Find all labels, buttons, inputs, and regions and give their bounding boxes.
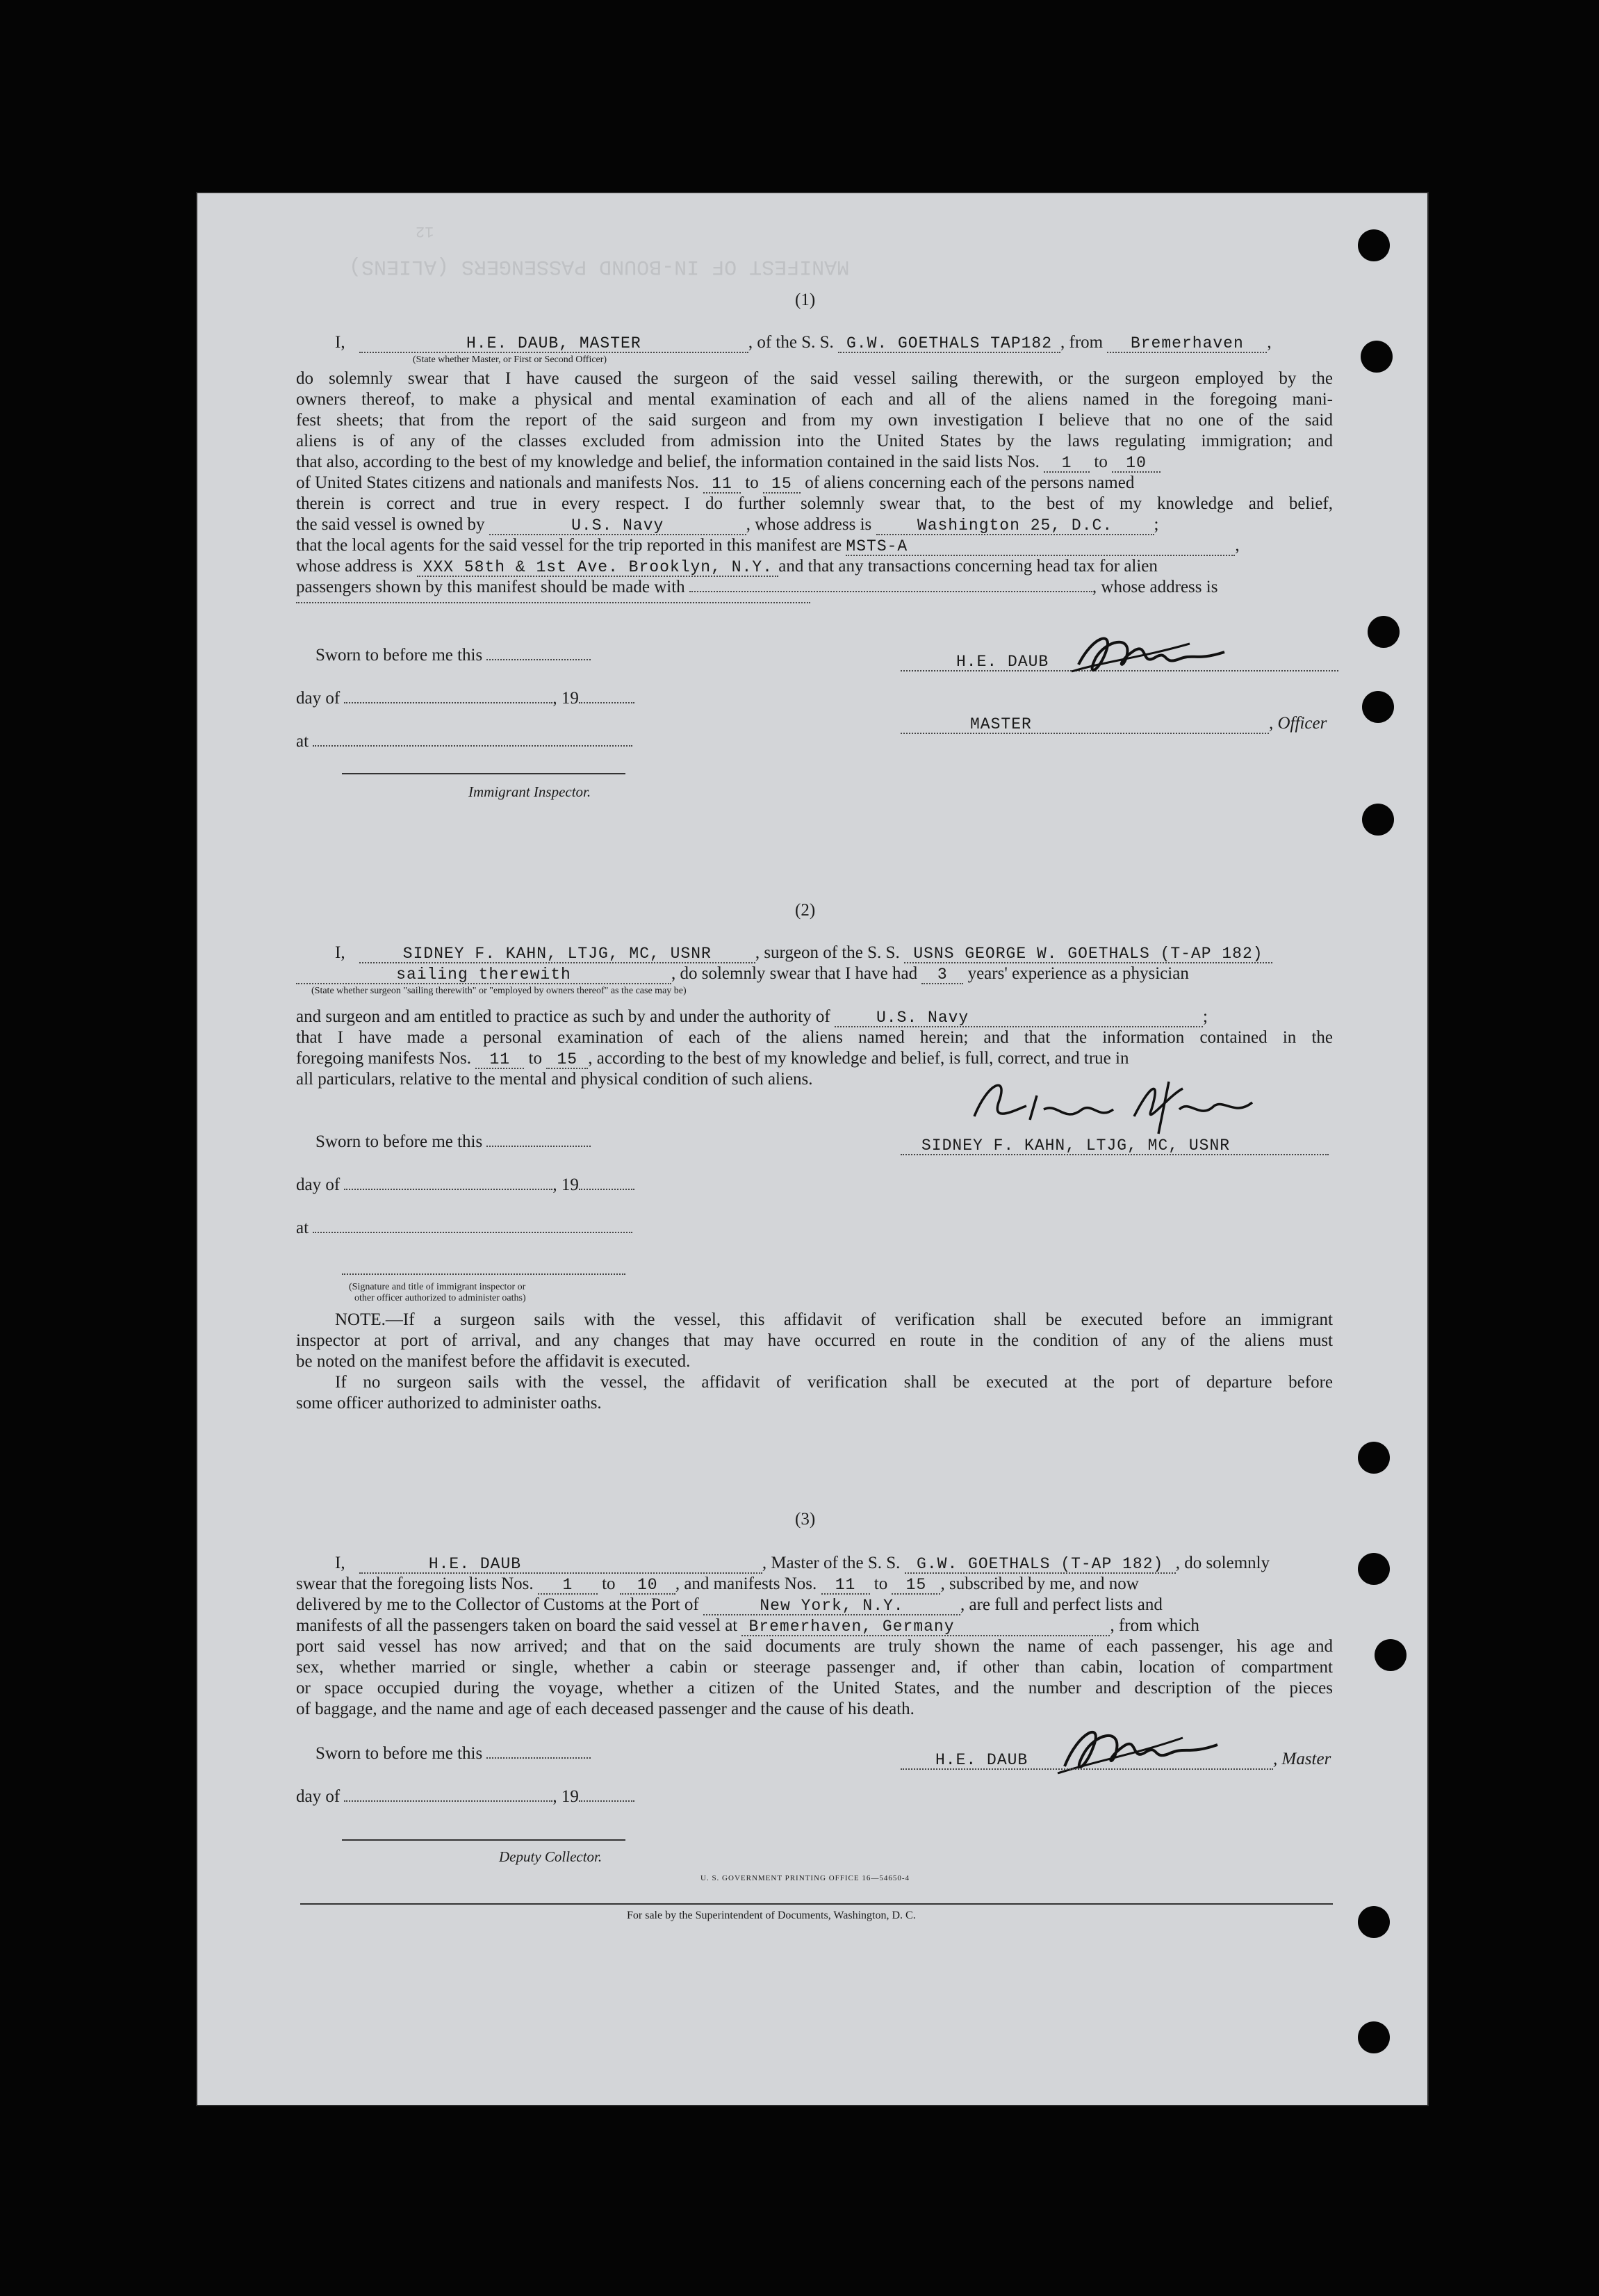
deputy-signature-line [342, 1839, 625, 1841]
sec3-master-field: H.E. DAUB [359, 1556, 762, 1574]
sec3-sworn: Sworn to before me this [315, 1743, 591, 1764]
punch-hole [1368, 616, 1400, 648]
sec3-lists-to: 10 [620, 1577, 675, 1595]
sec1-body-8: the said vessel is owned by U.S. Navy , whose address is Washington 25, D.C. ; [296, 515, 1159, 535]
agents-field: MSTS-A [846, 538, 1235, 556]
punch-hole [1361, 341, 1393, 373]
note-line-2: inspector at port of arrival, and any changes that may have occurred en route in the condition of any of the aliens must [296, 1331, 1333, 1350]
sec1-body-6: of United States citizens and nationals and manifests Nos. 11 to 15 of aliens concerning each of the persons named [296, 473, 1135, 493]
surgeon-vessel-field: USNS GEORGE W. GOETHALS (T-AP 182) [904, 945, 1272, 963]
sec2-sworn: Sworn to before me this [315, 1132, 591, 1153]
master-signature-name: H.E. DAUB [901, 653, 1338, 671]
surgeon-signature [960, 1068, 1280, 1144]
sec3-line-1: I, H.E. DAUB , Master of the S. S. G.W. GOETHALS (T-AP 182) , do solemnly [335, 1554, 1270, 1573]
punch-hole [1358, 1906, 1390, 1938]
sec3-lists-from: 1 [538, 1577, 598, 1595]
inspector-signature-line [342, 773, 625, 774]
sec3-manifests-to: 15 [892, 1577, 940, 1595]
sec2-manifests-from: 11 [475, 1051, 524, 1069]
sec1-body-9: that the local agents for the said vessel for the trip reported in this manifest are MSTS-A , [296, 536, 1240, 555]
punch-hole [1375, 1639, 1407, 1671]
note-line-1: NOTE.—If a surgeon sails with the vessel, this affidavit of verification shall be executed before an immigrant [335, 1310, 1333, 1329]
sec1-officer-line: MASTER , Officer [901, 713, 1327, 734]
sec1-body-7: therein is correct and true in every respect. I do further solemnly swear that, to the best of my knowledge and belief, [296, 494, 1333, 513]
surgeon-signature-name: SIDNEY F. KAHN, LTJG, MC, USNR [901, 1137, 1329, 1155]
surgeon-name-field: SIDNEY F. KAHN, LTJG, MC, USNR [359, 945, 755, 963]
years-field: 3 [921, 966, 963, 984]
gpo-imprint: U. S. GOVERNMENT PRINTING OFFICE 16—54650-4 [700, 1874, 910, 1882]
sec2-manifests-to: 15 [546, 1051, 588, 1069]
sec1-body-1: do solemnly swear that I have caused the surgeon of the said vessel sailing therewith, or the surgeon employed by the [296, 369, 1333, 388]
sec3-signer-line: H.E. DAUB , Master [901, 1749, 1331, 1770]
inspector-caption: Immigrant Inspector. [468, 783, 591, 800]
punch-hole [1358, 1553, 1390, 1585]
sec2-sig-note-1: (Signature and title of immigrant inspector or [349, 1282, 526, 1292]
sec3-line-8: of baggage, and the name and age of each deceased passenger and the cause of his death. [296, 1700, 915, 1718]
head-tax-field [689, 591, 1092, 592]
note-line-4: If no surgeon sails with the vessel, the affidavit of verification shall be executed at the port of departure before [335, 1373, 1333, 1392]
sec1-sworn: Sworn to before me this [315, 645, 591, 666]
note-line-5: some officer authorized to administer oaths. [296, 1394, 602, 1412]
sec1-line-1: I, H.E. DAUB, MASTER , of the S. S. G.W. GOETHALS TAP182 , from Bremerhaven , [335, 333, 1272, 352]
sec1-day-of: day of , 19 [296, 688, 634, 709]
master-name-field: H.E. DAUB, MASTER [359, 335, 748, 353]
sec2-line-4: that I have made a personal examination of each of the aliens named herein; and that the information contained in the [296, 1028, 1333, 1047]
sec1-body-10: whose address is XXX 58th & 1st Ave. Brooklyn, N.Y. and that any transactions concerning head tax for alien [296, 557, 1158, 576]
manifests-to-field: 15 [763, 475, 801, 494]
bleed-through-title: MANIFEST OF IN-BOUND PASSENGERS (ALIENS) [349, 254, 850, 278]
master-signature [1065, 623, 1245, 685]
bleed-through-page-number: 12 [416, 222, 434, 240]
sec2-at: at [296, 1218, 632, 1239]
footer-rule [300, 1903, 1333, 1905]
for-sale-note: For sale by the Superintendent of Documents, Washington, D. C. [627, 1910, 916, 1921]
sec1-body-11: passengers shown by this manifest should be made with , whose address is [296, 578, 1218, 596]
punch-hole [1358, 229, 1390, 261]
sec2-line-3: and surgeon and am entitled to practice as such by and under the authority of U.S. Navy ; [296, 1007, 1208, 1027]
sec3-line-6: sex, whether married or single, whether a cabin or steerage passenger and, if other than cabin, location of compartment [296, 1658, 1333, 1677]
sec1-body-5: that also, according to the best of my knowledge and belief, the information contained in the said lists Nos. 1 to 10 [296, 452, 1161, 473]
authority-field: U.S. Navy [835, 1009, 1203, 1027]
punch-hole [1362, 804, 1394, 836]
sec3-line-2: swear that the foregoing lists Nos. 1 to 10 , and manifests Nos. 11 to 15 , subscribed by me, and now [296, 1574, 1139, 1594]
punch-hole [1358, 2021, 1390, 2053]
section-3-number: (3) [795, 1510, 816, 1529]
sec3-line-7: or space occupied during the voyage, whether a citizen of the United States, and the number and description of the pieces [296, 1679, 1333, 1697]
from-port-field: Bremerhaven [1107, 335, 1267, 353]
taken-at-field: Bremerhaven, Germany [741, 1618, 1110, 1636]
sec2-line-5: foregoing manifests Nos. 11 to 15 , according to the best of my knowledge and belief, is full, correct, and true in [296, 1049, 1129, 1068]
sec2-line-6: all particulars, relative to the mental and physical condition of such aliens. [296, 1070, 813, 1089]
officer-title: MASTER [901, 716, 1269, 734]
manifests-from-field: 11 [703, 475, 741, 494]
sec3-manifests-from: 11 [821, 1577, 870, 1595]
agents-address-field: XXX 58th & 1st Ave. Brooklyn, N.Y. [417, 559, 778, 577]
sec2-line-2: sailing therewith , do solemnly swear that I have had 3 years' experience as a physician [296, 963, 1189, 984]
sec3-vessel-field: G.W. GOETHALS (T-AP 182) [905, 1556, 1176, 1574]
address-line [296, 602, 810, 603]
lists-to-field: 10 [1112, 455, 1161, 473]
state-note: (State whether Master, or First or Second Officer) [413, 355, 607, 365]
section-2-number: (2) [795, 901, 816, 920]
vessel-field: G.W. GOETHALS TAP182 [838, 335, 1060, 353]
port-field: New York, N.Y. [703, 1597, 960, 1615]
deputy-caption: Deputy Collector. [499, 1848, 602, 1865]
sec1-at: at [296, 731, 632, 752]
section-1-number: (1) [795, 291, 816, 309]
sec1-body-2: owners thereof, to make a physical and mental examination of each and all of the aliens named in the foregoing mani- [296, 390, 1333, 409]
punch-hole [1362, 691, 1394, 723]
document-page [196, 192, 1429, 2106]
sec2-sig-note-2: other officer authorized to administer oaths) [354, 1293, 526, 1303]
punch-hole [1358, 1442, 1390, 1474]
owner-address-field: Washington 25, D.C. [876, 517, 1154, 535]
sec3-line-5: port said vessel has now arrived; and that on the said documents are truly shown the name of each passenger, his age and [296, 1637, 1333, 1656]
sec2-state-note: (State whether surgeon "sailing therewith" or "employed by owners thereof" as the case may be) [311, 986, 687, 996]
sec1-body-4: aliens is of any of the classes excluded from admission into the United States by the laws regulating immigration; and [296, 432, 1333, 450]
sec3-signature-name: H.E. DAUB [901, 1752, 1273, 1770]
sec2-signer-line [901, 1134, 1329, 1155]
note-line-3: be noted on the manifest before the affidavit is executed. [296, 1352, 691, 1371]
lists-from-field: 1 [1044, 455, 1090, 473]
sec3-line-4: manifests of all the passengers taken on board the said vessel at Bremerhaven, Germany , from which [296, 1616, 1199, 1636]
owner-field: U.S. Navy [489, 517, 746, 535]
sailing-field: sailing therewith [296, 966, 671, 984]
sec2-day-of: day of , 19 [296, 1175, 634, 1196]
sec3-line-3: delivered by me to the Collector of Customs at the Port of New York, N.Y. , are full and perfect lists and [296, 1595, 1163, 1615]
sec3-day-of: day of , 19 [296, 1786, 634, 1807]
sec1-body-3: fest sheets; that from the report of the said surgeon and from my own investigation I believe that no one of the said [296, 411, 1333, 430]
sec2-line-1: I, SIDNEY F. KAHN, LTJG, MC, USNR , surgeon of the S. S. USNS GEORGE W. GOETHALS (T-AP 182) [335, 943, 1272, 963]
sec2-signature-line [342, 1273, 625, 1275]
